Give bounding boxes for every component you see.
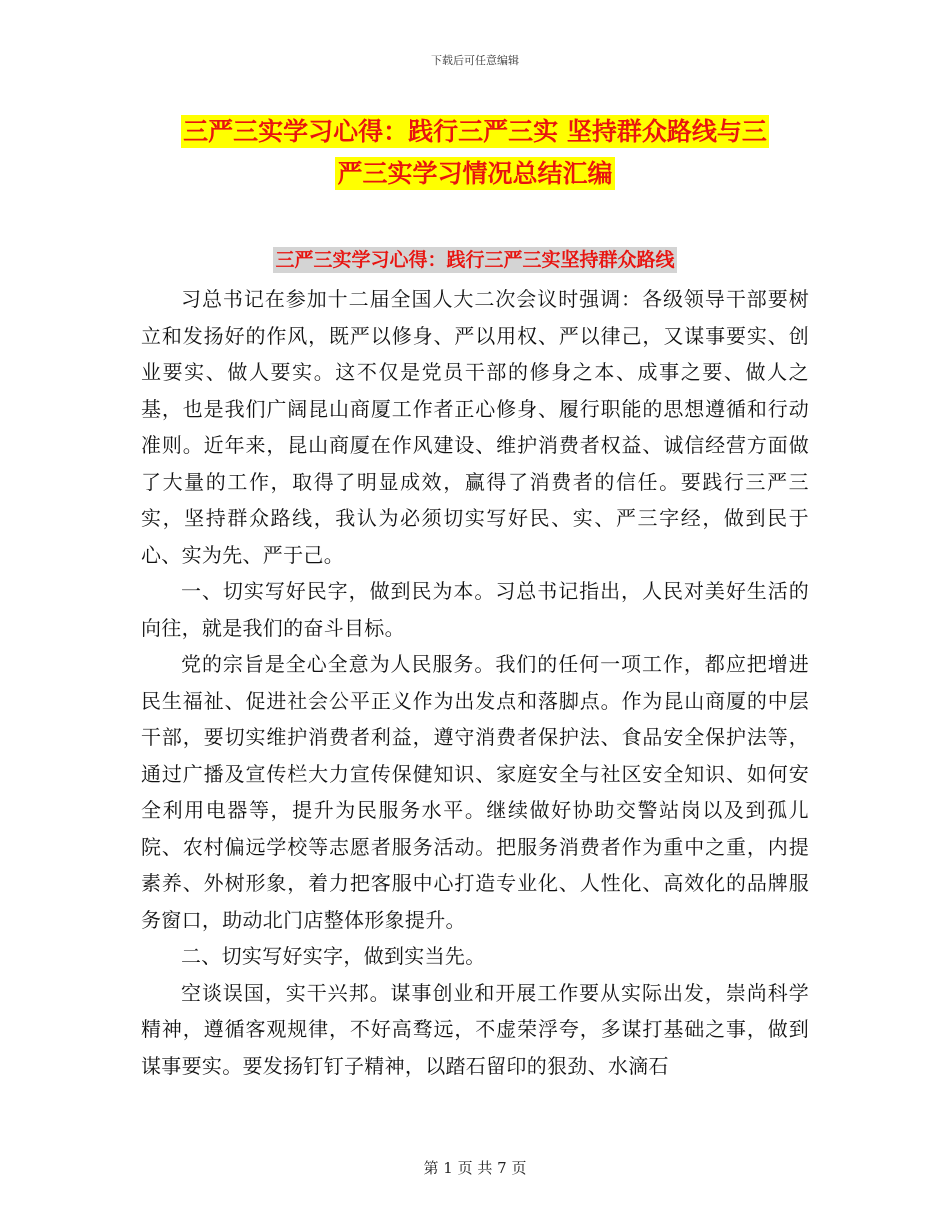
- paragraph-5: 空谈误国，实干兴邦。谋事创业和开展工作要从实际出发，崇尚科学精神，遵循客观规律，不好高骛远，不虚荣浮夸，多谋打基础之事，做到谋事要实。要发扬钉钉子精神，以踏石留印的狠劲、水滴石: [141, 980, 809, 1078]
- document-title-line-2: [150, 150, 800, 198]
- section-subtitle: [0, 240, 950, 280]
- paragraph-1: 习总书记在参加十二届全国人大二次会议时强调：各级领导干部要树立和发扬好的作风，既严以修身、严以用权、严以律己，又谋事要实、创业要实、做人要实。这不仅是党员干部的修身之本、成事之要、做人之基，也是我们广阔昆山商厦工作者正心修身、履行职能的思想遵循和行动准则。近年来，昆山商厦在作风建设、维护消费者权益、诚信经营方面做了大量的工作，取得了明显成效，赢得了消费者的信任。要践行三严三实，坚持群众路线，我认为必须切实写好民、实、严三字经，做到民于心、实为先、严于己。: [141, 287, 809, 567]
- paragraph-2: 一、切实写好民字，做到民为本。习总书记指出，人民对美好生活的向往，就是我们的奋斗目标。: [141, 579, 809, 640]
- page-header-note: 下载后可任意编辑: [431, 54, 519, 67]
- paragraph-4: 二、切实写好实字，做到实当先。: [181, 944, 486, 968]
- paragraph-3: 党的宗旨是全心全意为人民服务。我们的任何一项工作，都应把增进民生福祉、促进社会公平正义作为出发点和落脚点。作为昆山商厦的中层干部，要切实维护消费者利益，遵守消费者保护法、食品安全保护法等，通过广播及宣传栏大力宣传保健知识、家庭安全与社区安全知识、如何安全利用电器等，提升为民服务水平。继续做好协助交警站岗以及到孤儿院、农村偏远学校等志愿者服务活动。把服务消费者作为重中之重，内提素养、外树形象，着力把客服中心打造专业化、人性化、高效化的品牌服务窗口，助动北门店整体形象提升。: [141, 652, 809, 932]
- page-footer: 第 1 页 共 7 页: [423, 1159, 527, 1177]
- document-title-line-1: [150, 108, 800, 156]
- title-line-2-text: 严三实学习情况总结汇编: [337, 159, 613, 188]
- subtitle-text: 三严三实学习心得：践行三严三实坚持群众路线: [275, 249, 675, 271]
- title-line-1-text: 三严三实学习心得：践行三严三实 坚持群众路线与三: [183, 117, 767, 146]
- document-body: [141, 281, 809, 1084]
